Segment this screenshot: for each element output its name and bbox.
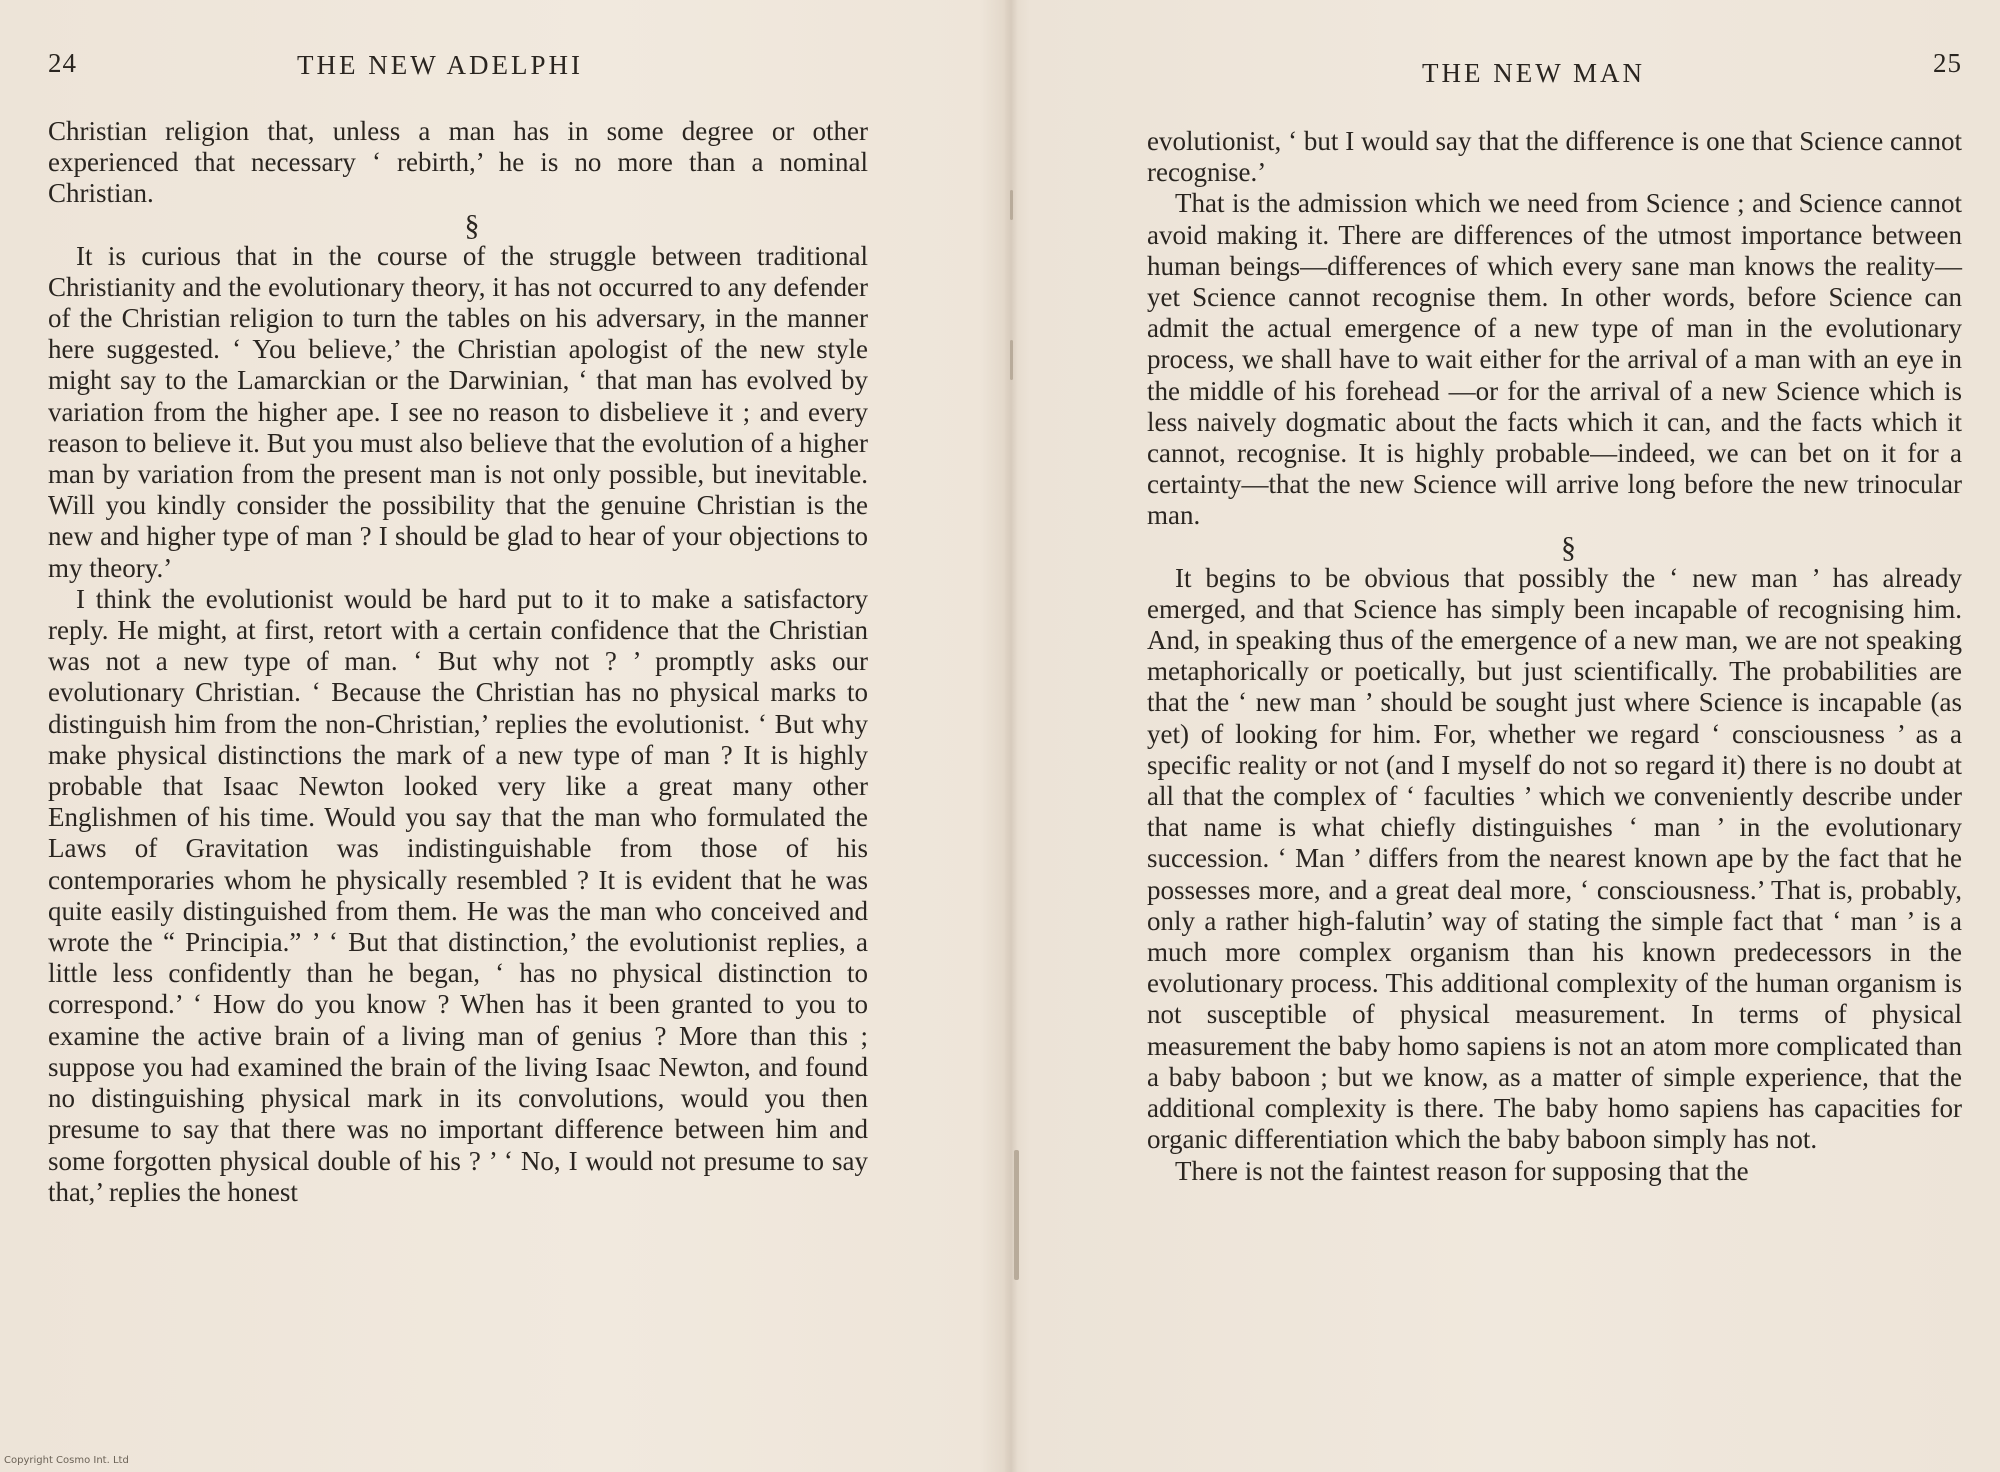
binding-stitch <box>1010 340 1013 380</box>
page-number: 24 <box>48 48 77 78</box>
running-head <box>48 48 868 88</box>
running-head-title: THE NEW MAN <box>1422 58 1645 88</box>
binding-stitch <box>1014 1150 1019 1280</box>
paragraph: I think the evolutionist would be hard put to it to make a satisfactory reply. He might, at first, retort with a certain confidence that the Christian was not a new type of man. ‘ But why not ? ’ promptly asks our evolutionary Christian. ‘ Because the Christian has no physical marks to distinguish him from the non-Christian,’ replies the evolutionist. ‘ But why make physical distinctions the mark of a new type of man ? It is highly probable that Isaac Newton looked very like a great many other Englishmen of his time. Would you say that the man who formulated the Laws of Gravitation was indistinguishable from those of his contemporaries whom he physically resembled ? It is evident that he was quite easily distinguished from them. He was the man who conceived and wrote the “ Principia.” ’ ‘ But that distinction,’ the evolutionist replies, a little less confidently than he began, ‘ has no physical distinction to correspond.’ ‘ How do you know ? When has it been granted to you to examine the active brain of a living man of genius ? More than this ; suppose you had examined the brain of the living Isaac Newton, and found no distinguishing physical mark in its convolutions, would you then presume to say that there was no important difference between him and some forgotten physical double of his ? ’ ‘ No, I would not presume to say that,’ replies the honest <box>48 583 868 1207</box>
paragraph: That is the admission which we need from Science ; and Science cannot avoid making it. There are differences of the utmost importance between human beings—differences of which every sane man knows the reality—yet Science cannot recognise them. In other words, before Science can admit the actual emergence of a new type of man in the evolutionary process, we shall have to wait either for the arrival of a man with an eye in the middle of his forehead —or for the arrival of a new Science which is less naively dogmatic about the facts which it can, and the facts which it cannot, recognise. It is highly probable—indeed, we can bet on it for a certainty—that the new Science will arrive long before the new trinocular man. <box>1147 188 1962 531</box>
paragraph: It is curious that in the course of the struggle between traditional Christianity and the evolutionary theory, it has not occurred to any defender of the Christian religion to turn the tables on his adversary, in the manner here suggested. ‘ You believe,’ the Christian apologist of the new style might say to the Lamarckian or the Darwinian, ‘ that man has evolved by variation from the higher ape. I see no reason to disbelieve it ; and every reason to believe it. But you must also believe that the evolution of a higher man by variation from the present man is not only possible, but inevitable. Will you kindly consider the possibility that the genuine Christian is the new and higher type of man ? I should be glad to hear of your objections to my theory.’ <box>48 240 868 583</box>
paragraph: It begins to be obvious that possibly the ‘ new man ’ has already emerged, and that Science has simply been incapable of recognising him. And, in speaking thus of the emergence of a new man, we are not speaking metaphorically or poetically, but just scientifically. The probabilities are that the ‘ new man ’ should be sought just where Science is incapable (as yet) of looking for him. For, whether we regard ‘ consciousness ’ as a specific reality or not (and I myself do not so regard it) there is no doubt at all that the complex of ‘ faculties ’ which we conveniently describe under that name is what chiefly distinguishes ‘ man ’ in the evolutionary succession. ‘ Man ’ differs from the nearest known ape by the fact that he possesses more, and a great deal more, ‘ consciousness.’ That is, probably, only a rather high-falutin’ way of stating the simple fact that ‘ man ’ is a much more complex organism than his known predecessors in the evolutionary process. This additional complexity of the human organism is not susceptible of physical measurement. In terms of physical measurement the baby homo sapiens is not an atom more complicated than a baby baboon ; but we know, as a matter of simple experience, that the additional complexity is there. The baby homo sapiens has capacities for organic differentiation which the baby baboon simply has not. <box>1147 562 1962 1155</box>
section-mark: § <box>1561 530 1576 564</box>
running-head <box>1147 48 1962 88</box>
body-text <box>48 116 868 1208</box>
body-text <box>1147 126 1962 1187</box>
section-mark: § <box>464 208 480 242</box>
running-head-title: THE NEW ADELPHI <box>297 50 583 80</box>
paragraph: evolutionist, ‘ but I would say that the difference is one that Science cannot recognise.’ <box>1147 126 1962 188</box>
paragraph: Christian religion that, unless a man has in some degree or other experienced that necessary ‘ rebirth,’ he is no more than a nominal Christian. <box>48 116 868 209</box>
paragraph: There is not the faintest reason for supposing that the <box>1175 1155 1749 1186</box>
page-number: 25 <box>1933 48 1962 78</box>
copyright-watermark: Copyright Cosmo Int. Ltd <box>4 1455 129 1466</box>
left-page <box>48 0 868 1472</box>
right-page <box>1147 0 1962 1472</box>
binding-stitch <box>1010 190 1013 220</box>
